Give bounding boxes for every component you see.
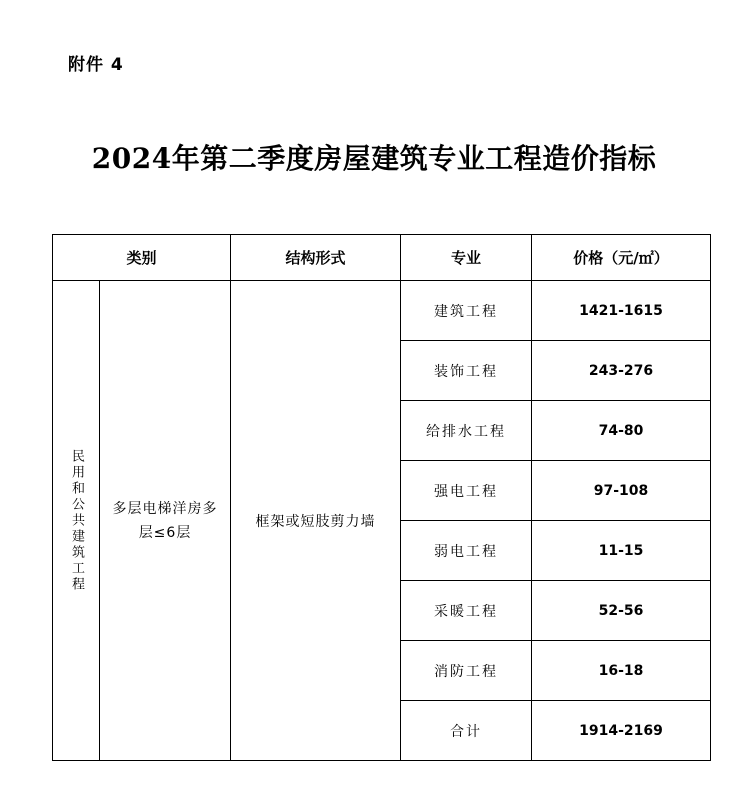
specialty-cell: 建筑工程 [401, 281, 532, 341]
structure-cell [231, 281, 401, 761]
header-price: 价格（元/㎡） [532, 235, 711, 281]
price-cell: 1421-1615 [532, 281, 711, 341]
specialty-cell: 强电工程 [401, 461, 532, 521]
total-label-cell: 合计 [401, 701, 532, 761]
table-header-row [53, 235, 711, 281]
table-row [53, 281, 711, 341]
page-title: 2024年第二季度房屋建筑专业工程造价指标 [91, 142, 657, 175]
header-category: 类别 [53, 235, 231, 281]
category-text: 民用和公共建筑工程 [69, 448, 84, 593]
specialty-cell: 采暖工程 [401, 581, 532, 641]
cost-index-table [52, 234, 711, 761]
price-cell: 97-108 [532, 461, 711, 521]
header-specialty: 专业 [401, 235, 532, 281]
price-cell: 16-18 [532, 641, 711, 701]
price-cell: 243-276 [532, 341, 711, 401]
specialty-cell: 弱电工程 [401, 521, 532, 581]
price-cell: 52-56 [532, 581, 711, 641]
specialty-cell: 给排水工程 [401, 401, 532, 461]
category-cell [53, 281, 100, 761]
specialty-cell: 消防工程 [401, 641, 532, 701]
specialty-cell: 装饰工程 [401, 341, 532, 401]
header-structure: 结构形式 [231, 235, 401, 281]
structure-text: 框架或短肢剪力墙 [255, 513, 376, 530]
sub-category-cell [100, 281, 231, 761]
total-price-cell: 1914-2169 [532, 701, 711, 761]
attachment-label: 附件 4 [68, 55, 124, 75]
price-cell: 11-15 [532, 521, 711, 581]
price-cell: 74-80 [532, 401, 711, 461]
sub-category-text: 多层电梯洋房多层≤6层 [112, 500, 218, 541]
